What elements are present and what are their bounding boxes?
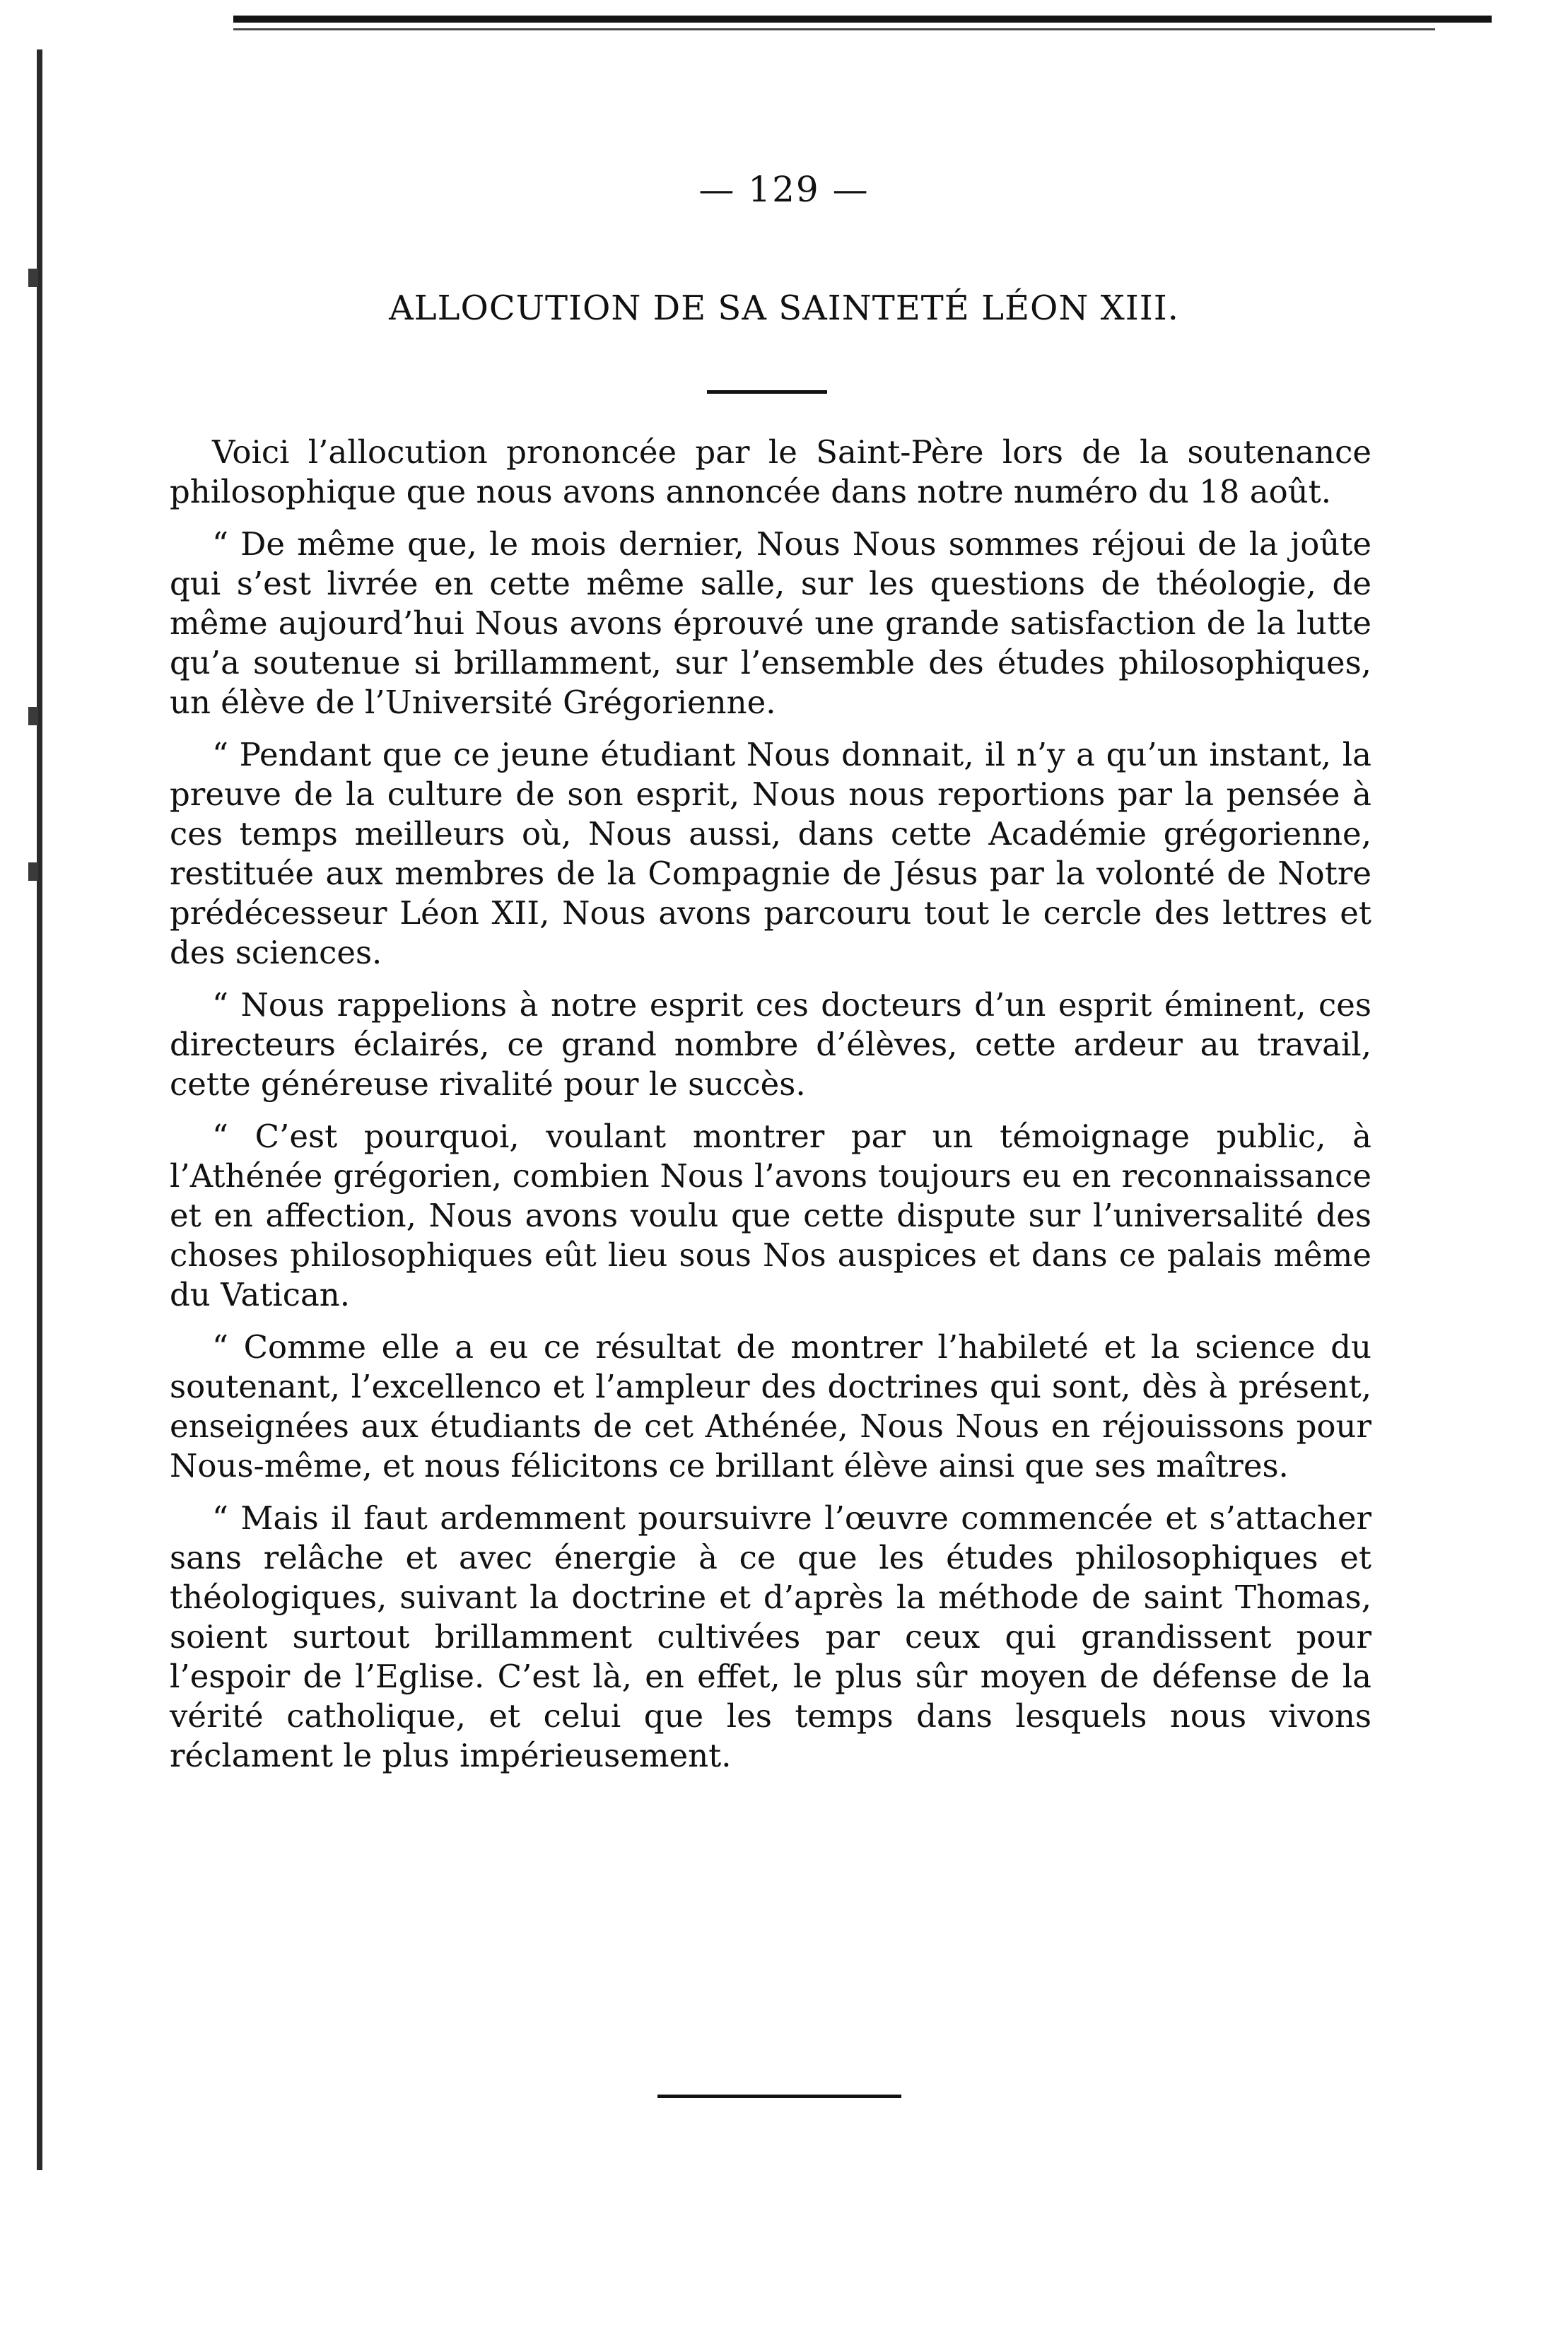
top-border-rule-thin [233, 28, 1435, 30]
paragraph: “ De même que, le mois dernier, Nous Nous sommes réjoui de la joûte qui s’est livrée en cette même salle, sur les questions de théologie, de même aujourd’hui Nous avons éprouvé une grande satisfaction de la lutte qu’a soutenue si brillamment, sur l’ensemble des études philosophiques, un élève de l’Université Grégorienne. [170, 525, 1371, 721]
paragraph: “ Pendant que ce jeune étudiant Nous donnait, il n’y a qu’un instant, la preuve de la culture de son esprit, Nous nous reportions par la pensée à ces temps meilleurs où, Nous aussi, dans cette Académie grégorienne, restituée aux membres de la Compagnie de Jésus par la volonté de Notre prédécesseur Léon XII, Nous avons parcouru tout le cercle des lettres et des sciences. [170, 736, 1371, 971]
page-edge-speck [28, 707, 38, 725]
page-edge-speck [28, 269, 38, 287]
paragraph: Voici l’allocution prononcée par le Saint-Père lors de la soutenance philosophique que nous avons annoncée dans notre numéro du 18 août. [170, 433, 1371, 510]
paragraph: “ C’est pourquoi, voulant montrer par un témoignage public, à l’Athénée grégorien, combien Nous l’avons toujours eu en reconnaissance et en affection, Nous avons voulu que cette dispute sur l’universalité des choses philosophiques eût lieu sous Nos auspices et dans ce palais même du Vatican. [170, 1118, 1371, 1313]
paragraph: “ Comme elle a eu ce résultat de montrer l’habileté et la science du soutenant, l’excellenco et l’ampleur des doctrines qui sont, dès à présent, enseignées aux étudiants de cet Athénée, Nous Nous en réjouissons pour Nous-même, et nous félicitons ce brillant élève ainsi que ses maîtres. [170, 1328, 1371, 1484]
paragraph: “ Nous rappelions à notre esprit ces docteurs d’un esprit éminent, ces directeurs éclairés, ce grand nombre d’élèves, cette ardeur au travail, cette généreuse rivalité pour le succès. [170, 986, 1371, 1103]
page-left-edge [37, 49, 42, 2170]
page-edge-speck [28, 862, 38, 881]
bottom-divider [657, 2095, 901, 2098]
page-title: ALLOCUTION DE SA SAINTETÉ LÉON XIII. [389, 288, 1179, 328]
title-divider [707, 390, 827, 394]
body-text [170, 433, 1371, 1788]
paragraph: “ Mais il faut ardemment poursuivre l’œuvre commencée et s’attacher sans relâche et avec énergie à ce que les études philosophiques et théologiques, suivant la doctrine et d’après la méthode de saint Thomas, soient surtout brillamment cultivées par ceux qui grandissent pour l’espoir de l’Eglise. C’est là, en effet, le plus sûr moyen de défense de la vérité catholique, et celui que les temps dans lesquels nous vivons réclament le plus impérieusement. [170, 1499, 1371, 1774]
page-number: — 129 — [698, 169, 870, 210]
top-border-rule [233, 16, 1492, 23]
